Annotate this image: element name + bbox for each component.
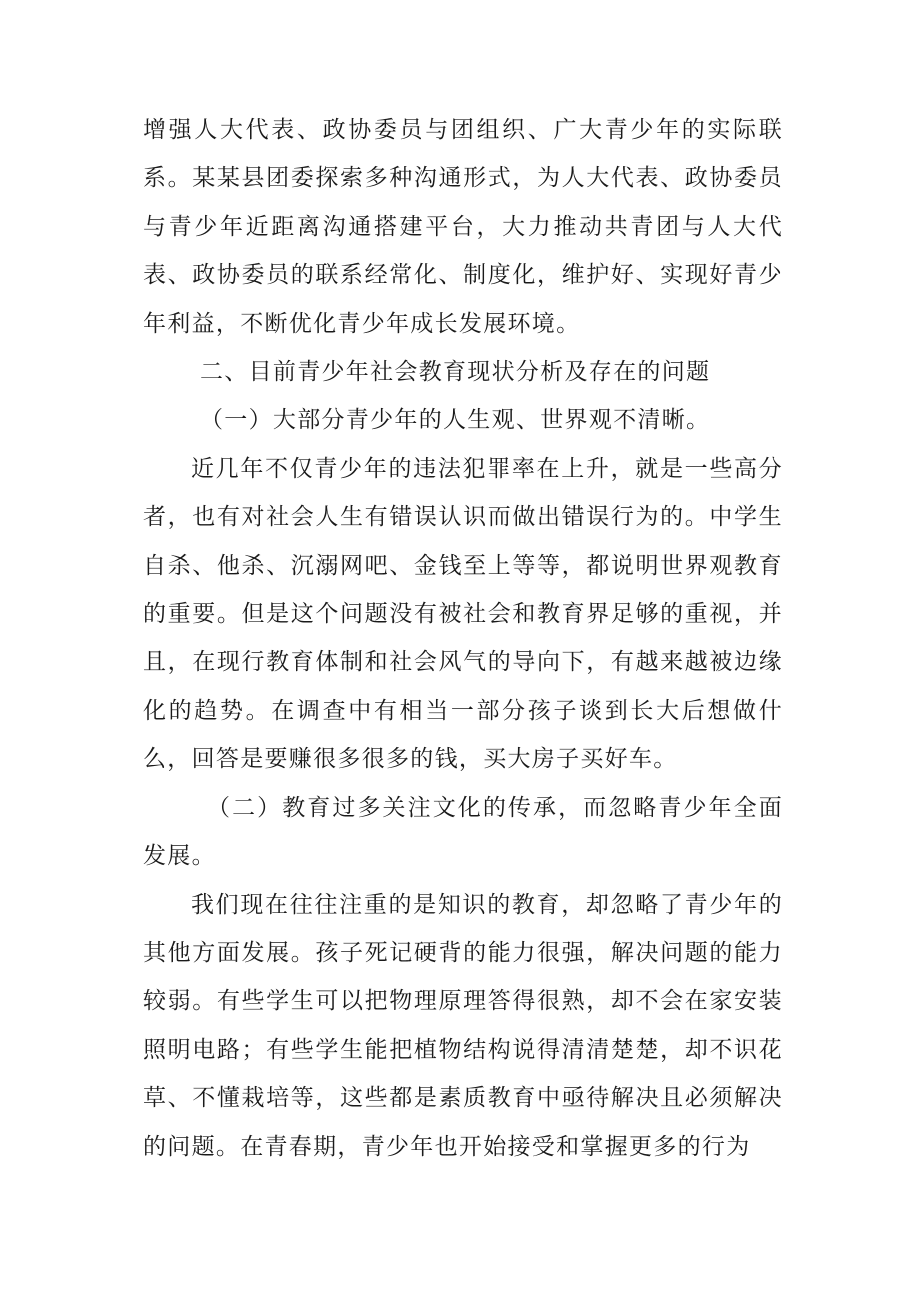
- document-page: [143, 106, 783, 1171]
- sub-heading-two: （二）教育过多关注文化的传承，而忽略青少年全面发展。: [143, 794, 783, 870]
- sub-heading-one: （一）大部分青少年的人生观、世界观不清晰。: [200, 407, 711, 434]
- body-paragraph: 近几年不仅青少年的违法犯罪率在上升，就是一些高分者，也有对社会人生有错误认识而做出错误行为的。中学生自杀、他杀、沉溺网吧、金钱至上等等，都说明世界观教育的重要。但是这个问题没有被社会和教育界足够的重视，并且，在现行教育体制和社会风气的导向下，有越来越被边缘化的趋势。在调查中有相当一部分孩子谈到长大后想做什么，回答是要赚很多很多的钱，买大房子买好车。: [143, 455, 783, 773]
- body-paragraph-continued: 增强人大代表、政协委员与团组织、广大青少年的实际联系。某某县团委探索多种沟通形式，为人大代表、政协委员与青少年近距离沟通搭建平台，大力推动共青团与人大代表、政协委员的联系经常化、制度化，维护好、实现好青少年利益，不断优化青少年成长发展环境。: [143, 117, 783, 337]
- body-paragraph: 我们现在往往注重的是知识的教育，却忽略了青少年的其他方面发展。孩子死记硬背的能力很强，解决问题的能力较弱。有些学生可以把物理原理答得很熟，却不会在家安装照明电路；有些学生能把植物结构说得清清楚楚，却不识花草、不懂栽培等，这些都是素质教育中亟待解决且必须解决的问题。在青春期，青少年也开始接受和掌握更多的行为: [143, 891, 783, 1160]
- section-heading: 二、目前青少年社会教育现状分析及存在的问题: [200, 359, 711, 386]
